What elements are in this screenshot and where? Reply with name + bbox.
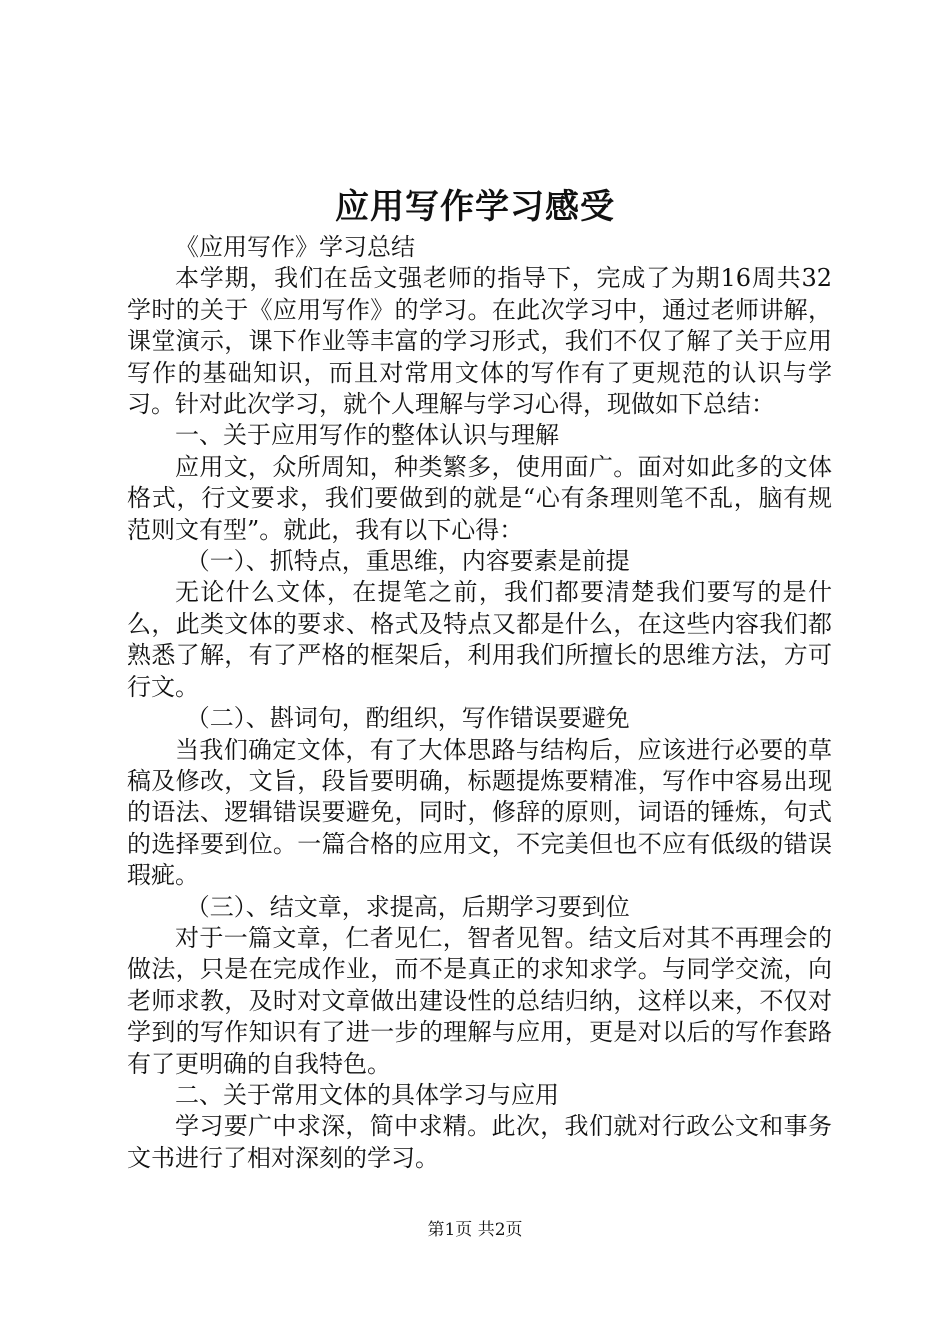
- subsection-heading: （二）、斟词句，酌组织，写作错误要避免: [185, 704, 630, 733]
- body-paragraph: 学习要广中求深，简中求精。此次，我们就对行政公文和事务文书进行了相对深刻的学习。: [127, 1112, 832, 1172]
- page-number-footer: 第1页 共2页: [427, 1220, 523, 1240]
- body-paragraph: 无论什么文体，在提笔之前，我们都要清楚我们要写的是什么，此类文体的要求、格式及特点又都是什么，在这些内容我们都熟悉了解，有了严格的框架后，利用我们所擅长的思维方法，方可行文。: [127, 578, 832, 701]
- body-paragraph: 应用文，众所周知，种类繁多，使用面广。面对如此多的文体格式，行文要求，我们要做到的就是“心有条理则笔不乱，脑有规范则文有型”。就此，我有以下心得：: [127, 452, 832, 544]
- subtitle-paragraph: 《应用写作》学习总结: [175, 233, 415, 261]
- document-title: 应用写作学习感受: [335, 187, 615, 227]
- body-paragraph: 当我们确定文体，有了大体思路与结构后，应该进行必要的草稿及修改，文旨，段旨要明确，标题提炼要精准，写作中容易出现的语法、逻辑错误要避免，同时，修辞的原则，词语的锤炼，句式的选择要到位。一篇合格的应用文，不完美但也不应有低级的错误瑕疵。: [127, 735, 832, 890]
- document-body: [127, 232, 832, 1174]
- body-paragraph: 本学期，我们在岳文强老师的指导下，完成了为期16周共32学时的关于《应用写作》的学习。在此次学习中，通过老师讲解，课堂演示，课下作业等丰富的学习形式，我们不仅了解了关于应用写作的基础知识，而且对常用文体的写作有了更规范的认识与学习。针对此次学习，就个人理解与学习心得，现做如下总结：: [127, 264, 832, 419]
- subsection-heading: （一）、抓特点，重思维，内容要素是前提: [185, 547, 630, 576]
- section-heading: 二、关于常用文体的具体学习与应用: [175, 1080, 559, 1109]
- body-paragraph: 对于一篇文章，仁者见仁，智者见智。结文后对其不再理会的做法，只是在完成作业，而不是真正的求知求学。与同学交流，向老师求教，及时对文章做出建设性的总结归纳，这样以来，不仅对学到的写作知识有了进一步的理解与应用，更是对以后的写作套路有了更明确的自我特色。: [127, 923, 832, 1078]
- section-heading: 一、关于应用写作的整体认识与理解: [175, 421, 559, 450]
- subsection-heading: （三）、结文章，求提高，后期学习要到位: [185, 892, 630, 921]
